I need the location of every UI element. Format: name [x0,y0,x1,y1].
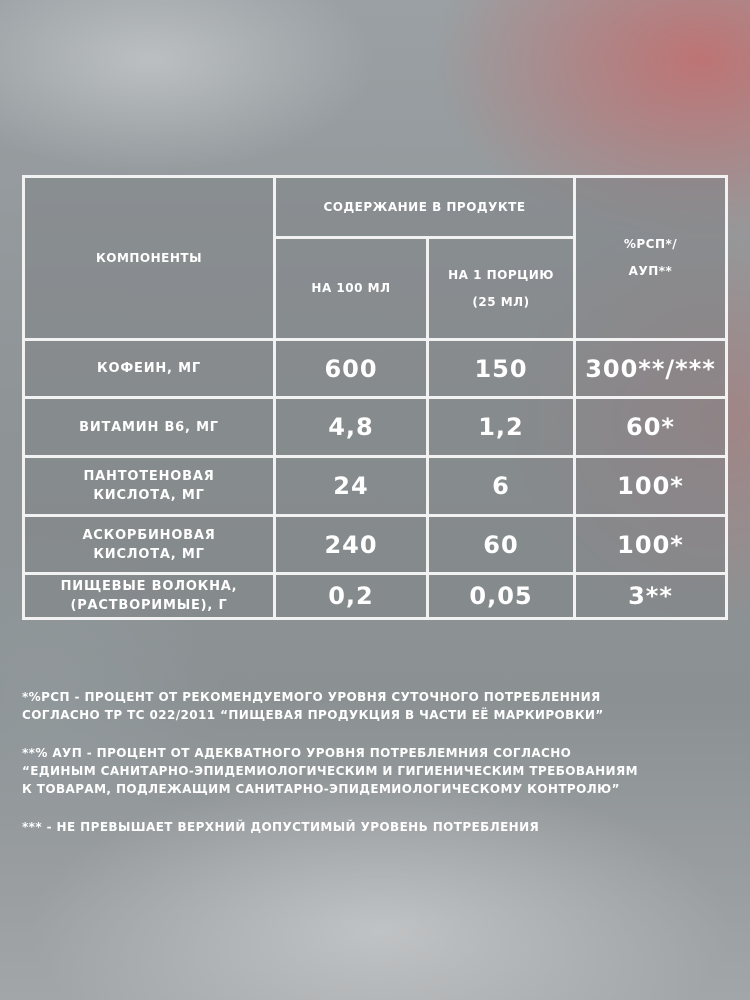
row-value-per-100ml: 4,8 [276,399,426,455]
footnote-line: “ЕДИНЫМ САНИТАРНО-ЭПИДЕМИОЛОГИЧЕСКИМ И ГИГИЕНИЧЕСКИМ ТРЕБОВАНИЯМ [22,764,638,778]
header-rsp-line2: АУП** [628,264,673,278]
grid-line [25,455,725,458]
row-value-rsp: 60* [576,399,725,455]
row-value-per-100ml: 24 [276,458,426,514]
row-label-line1: ПИЩЕВЫЕ ВОЛОКНА, [60,579,238,594]
row-label-line1: ПАНТОТЕНОВАЯ [83,469,215,484]
row-label [25,458,273,514]
grid-line [276,236,573,239]
footnote-line: **% АУП - ПРОЦЕНТ ОТ АДЕКВАТНОГО УРОВНЯ ПОТРЕБЛЕМНИЯ СОГЛАСНО [22,746,572,760]
row-value-per-100ml: 240 [276,517,426,572]
row-label-line2: КИСЛОТА, МГ [93,488,205,503]
row-value-per-portion: 6 [429,458,573,514]
footnote-rsp [22,688,732,724]
row-value-rsp: 100* [576,458,725,514]
footnote-line: К ТОВАРАМ, ПОДЛЕЖАЩИМ САНИТАРНО-ЭПИДЕМИОЛОГИЧЕСКОМУ КОНТРОЛЮ” [22,782,620,796]
footnote-line: СОГЛАСНО ТР ТС 022/2011 “ПИЩЕВАЯ ПРОДУКЦИЯ В ЧАСТИ ЕЁ МАРКИРОВКИ” [22,708,604,722]
header-per-100ml [276,239,426,338]
row-label-line1: КОФЕИН, МГ [97,361,201,376]
row-label-line1: АСКОРБИНОВАЯ [82,527,216,543]
footnote-upper-limit [22,818,732,836]
footnote-line: *** - НЕ ПРЕВЫШАЕТ ВЕРХНИЙ ДОПУСТИМЫЙ УРОВЕНЬ ПОТРЕБЛЕНИЯ [22,820,540,834]
row-label-line2: КИСЛОТА, МГ [93,546,205,562]
row-value-rsp: 3** [576,575,725,617]
row-label [25,517,273,572]
row-value-per-portion: 0,05 [429,575,573,617]
footnote-line: *%РСП - ПРОЦЕНТ ОТ РЕКОМЕНДУЕМОГО УРОВНЯ СУТОЧНОГО ПОТРЕБЛЕННИЯ [22,690,601,704]
header-per-100ml-label: НА 100 МЛ [311,281,391,295]
footnotes [22,688,732,856]
row-label [25,399,273,455]
header-rsp [576,178,725,338]
row-value-per-100ml: 0,2 [276,575,426,617]
header-content-group [276,178,573,236]
row-label-line1: ВИТАМИН В6, МГ [79,419,219,435]
header-per-portion-line2: (25 МЛ) [472,294,530,309]
header-per-portion [429,239,573,338]
grid-line [25,338,725,341]
row-value-per-portion: 60 [429,517,573,572]
row-label-line2: (РАСТВОРИМЫЕ), Г [70,598,228,613]
row-value-rsp: 100* [576,517,725,572]
header-per-portion-line1: НА 1 ПОРЦИЮ [448,267,554,282]
row-value-per-100ml: 600 [276,341,426,396]
nutrition-table [22,175,728,620]
header-components [25,178,273,338]
grid-line [25,572,725,575]
grid-line [25,396,725,399]
row-value-rsp: 300**/*** [576,341,725,396]
footnote-aup [22,744,732,798]
grid-line [426,239,429,617]
row-value-per-portion: 1,2 [429,399,573,455]
row-value-per-portion: 150 [429,341,573,396]
header-rsp-line1: %РСП*/ [623,237,678,251]
header-components-label: КОМПОНЕНТЫ [95,250,203,265]
header-content-group-label: СОДЕРЖАНИЕ В ПРОДУКТЕ [323,199,526,214]
row-label [25,575,273,617]
row-label [25,341,273,396]
grid-line [25,514,725,517]
